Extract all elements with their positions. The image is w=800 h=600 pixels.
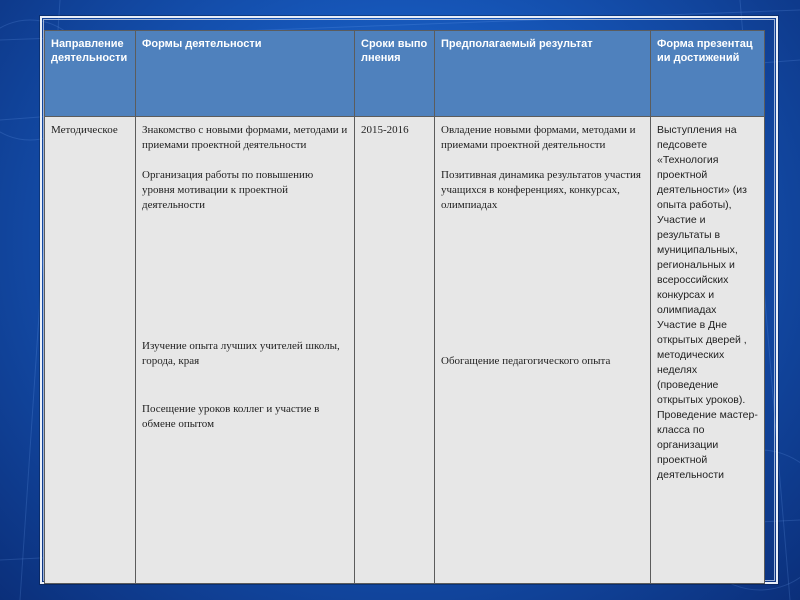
table-header-row [45, 31, 765, 117]
form-item-2: Организация работы по повышению уровня мотивации к проектной деятельности [142, 169, 314, 211]
activity-plan-table-container [44, 30, 764, 584]
form-item-1: Знакомство с новыми формами, методами и приемами проектной деятельности [142, 124, 348, 151]
spacer [441, 213, 644, 354]
activity-plan-table [44, 30, 765, 584]
header-forms: Формы деятельности [136, 31, 355, 117]
spacer [142, 369, 348, 402]
header-timing: Сроки выполнения [355, 31, 435, 117]
header-result: Предполагаемый результат [435, 31, 651, 117]
result-item-2: Позитивная динамика результатов участия учащихся в конференциях, конкурсах, олимпиадах [441, 169, 641, 211]
cell-direction: Методическое [45, 117, 136, 584]
header-direction: Направление деятельности [45, 31, 136, 117]
cell-results [435, 117, 651, 584]
form-item-4: Посещение уроков коллег и участие в обмене опытом [142, 403, 320, 430]
table-row [45, 117, 765, 584]
cell-timing: 2015-2016 [355, 117, 435, 584]
cell-forms [136, 117, 355, 584]
result-item-1: Овладение новыми формами, методами и приемами проектной деятельности [441, 124, 636, 151]
spacer [441, 153, 644, 168]
spacer [142, 213, 348, 339]
header-presentation: Форма презентации достижений [651, 31, 765, 117]
spacer [142, 153, 348, 168]
form-item-3: Изучение опыта лучших учителей школы, города, края [142, 340, 340, 367]
cell-presentation: Выступления на педсовете «Технология проектной деятельности» (из опыта работы), Участие и результаты в муниципальных, региональных и всероссийских конкурсах и олимпиадах Участие в Дне открытых дверей , методических неделях (проведение открытых уроков). Проведение мастер-класса по организации проектной деятельности [651, 117, 765, 584]
result-item-3: Обогащение педагогического опыта [441, 355, 611, 367]
